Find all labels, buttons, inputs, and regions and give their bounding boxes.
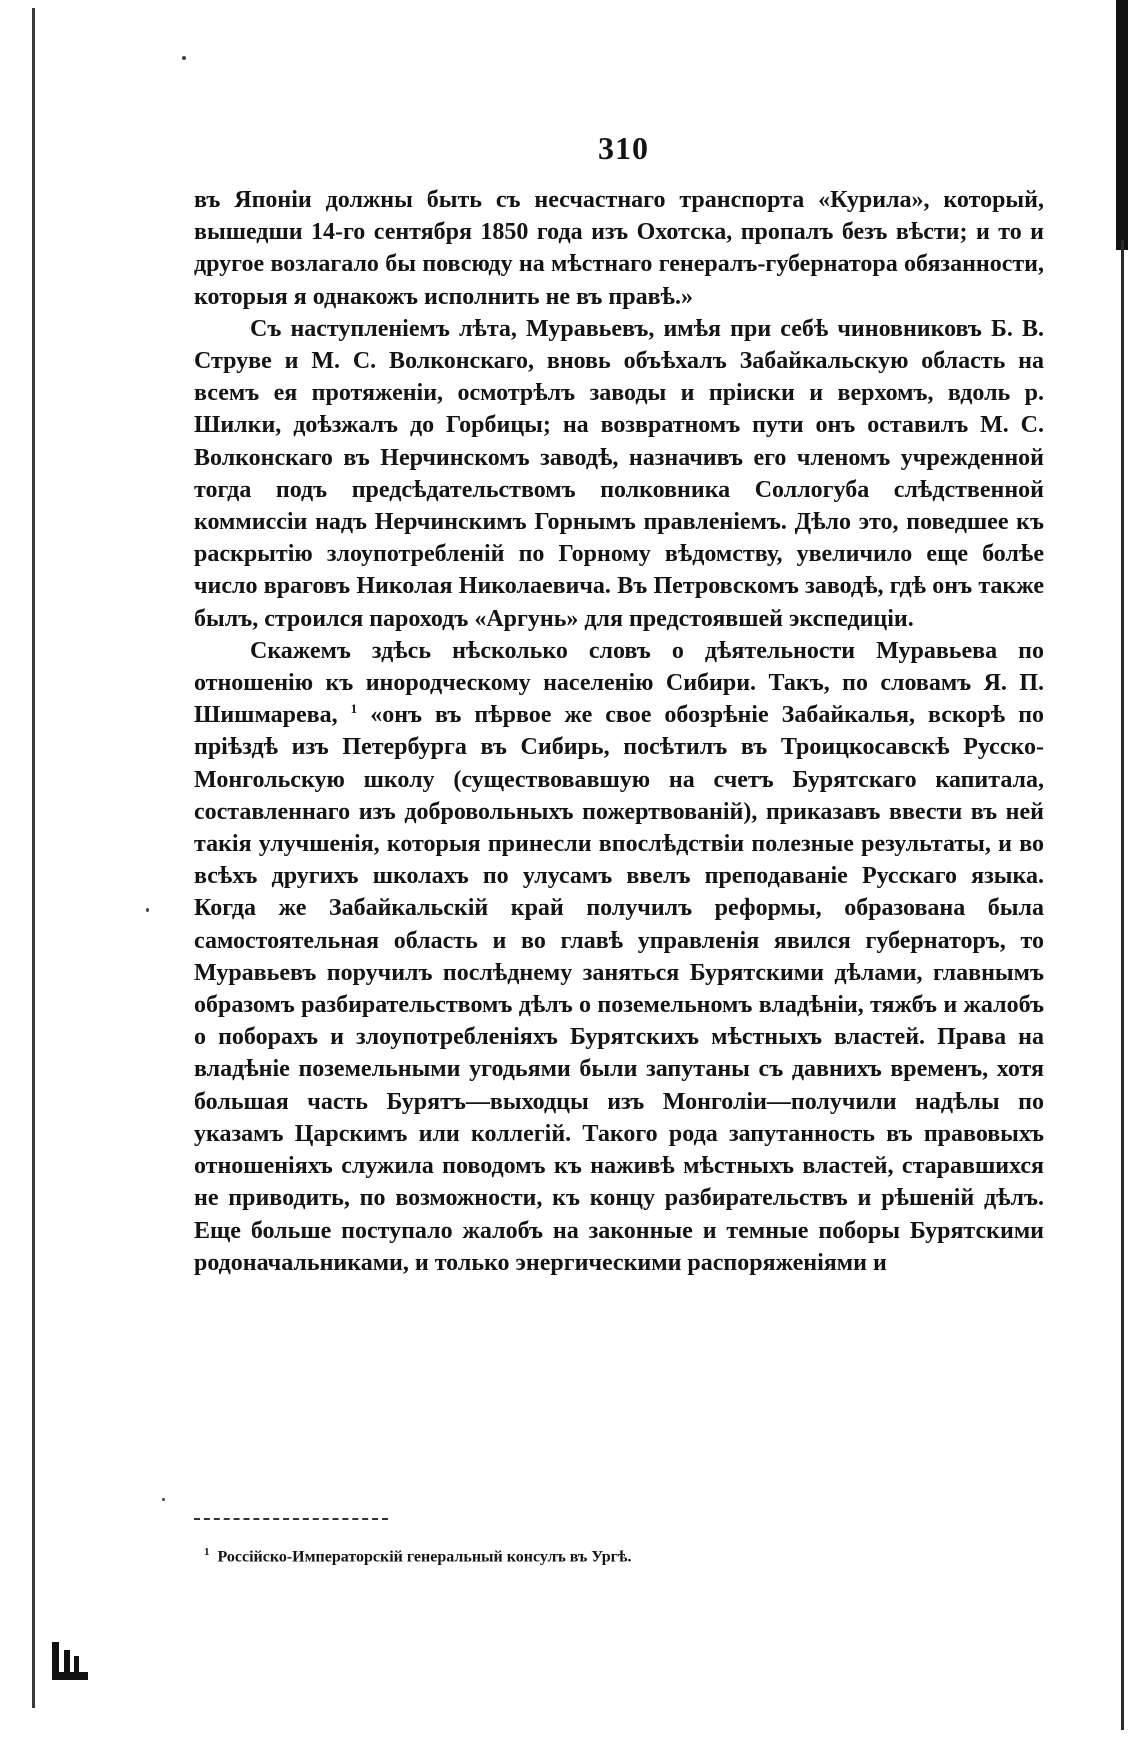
footnote-reference[interactable]: 1 bbox=[350, 701, 358, 717]
footnote-separator bbox=[194, 1518, 388, 1520]
paragraph-continuation: въ Японіи должны быть съ несчастнаго транспорта «Курила», который, вышедши 14-го сентября 1850 года изъ Охотска, пропалъ безъ вѣсти; и то и другое возлагало бы повсюду на мѣстнаго генералъ-губернатора обязанности, которыя я однакожъ исполнить не въ правѣ.» bbox=[194, 187, 1044, 310]
library-stamp-icon bbox=[50, 1640, 90, 1682]
paragraph-text: Скажемъ здѣсь нѣсколько словъ о дѣятельности Муравьева по отношенію къ инородческому населенію Сибири. Такъ, по словамъ Я. П. Шишмарева, bbox=[194, 637, 1044, 729]
page-number: 310 bbox=[598, 130, 649, 166]
paragraph-with-footnote bbox=[194, 635, 1044, 1279]
scan-speck bbox=[182, 56, 186, 60]
scan-speck bbox=[146, 908, 149, 912]
page-right-edge-dark bbox=[1116, 0, 1128, 250]
quotation-text: «онъ въ пѣрвое же свое обозрѣніе Забайкалья, вскорѣ по пріѣздѣ изъ Петербурга въ Сибирь, посѣтилъ въ Троицкосавскѣ Русско-Монгольскую школу (существовавшую на счетъ Бурятскаго капитала, составленнаго изъ добровольныхъ пожертвованій), приказавъ ввести въ ней такія улучшенія, которыя принесли впослѣдствіи полезные результаты, и во всѣхъ другихъ школахъ по улусамъ ввелъ преподаваніе Русскаго языка. Когда же Забайкальскій край получилъ реформы, образована была самостоятельная область и во главѣ управленія явился губернаторъ, то Муравьевъ поручилъ послѣднему заняться Бурятскими дѣлами, главнымъ образомъ разбирательствомъ дѣлъ о поземельномъ владѣніи, тяжбъ и жалобъ о поборахъ и злоупотребленіяхъ Бурятскихъ мѣстныхъ властей. Права на владѣніе поземельными угодьями были запутаны съ давнихъ временъ, хотя большая часть Бурятъ—выходцы изъ Монголіи—получили надѣлы по указамъ Царскимъ или коллегій. Такого рода запутанность въ правовыхъ отношеніяхъ служила поводомъ къ наживѣ мѣстныхъ властей, старавшихся не приводить, по возможности, къ концу разбирательствъ и рѣшеній дѣлъ. Еще больше поступало жалобъ на законные и темные поборы Бурятскими родоначальниками, и только энергическими распоряженіями и bbox=[194, 702, 1045, 1276]
page-left-edge bbox=[32, 8, 35, 1708]
footnote-mark: 1 bbox=[204, 1546, 210, 1558]
scan-speck bbox=[162, 1498, 165, 1501]
body-text bbox=[194, 184, 1044, 1279]
paragraph: Съ наступленіемъ лѣта, Муравьевъ, имѣя при себѣ чиновниковъ Б. В. Струве и М. С. Волконскаго, вновь объѣхалъ Забайкальскую область на всемъ ея протяженіи, осмотрѣлъ заводы и пріиски и верхомъ, вдоль р. Шилки, доѣзжалъ до Горбицы; на возвратномъ пути онъ оставилъ М. С. Волконскаго въ Нерчинскомъ заводѣ, назначивъ его членомъ учрежденной тогда подъ предсѣдательствомъ полковника Соллогуба слѣдственной коммиссіи надъ Нерчинскимъ Горнымъ правленіемъ. Дѣло это, поведшее къ раскрытію злоупотребленій по Горному вѣдомству, увеличило еще болѣе число враговъ Николая Николаевича. Въ Петровскомъ заводѣ, гдѣ онъ также былъ, строился пароходъ «Аргунь» для предстоявшей экспедиціи. bbox=[194, 315, 1044, 632]
page-right-edge bbox=[1121, 240, 1124, 1730]
footnote-text: Россійско-Императорскій генеральный консулъ въ Ургѣ. bbox=[217, 1548, 632, 1566]
footnote bbox=[204, 1542, 1044, 1567]
